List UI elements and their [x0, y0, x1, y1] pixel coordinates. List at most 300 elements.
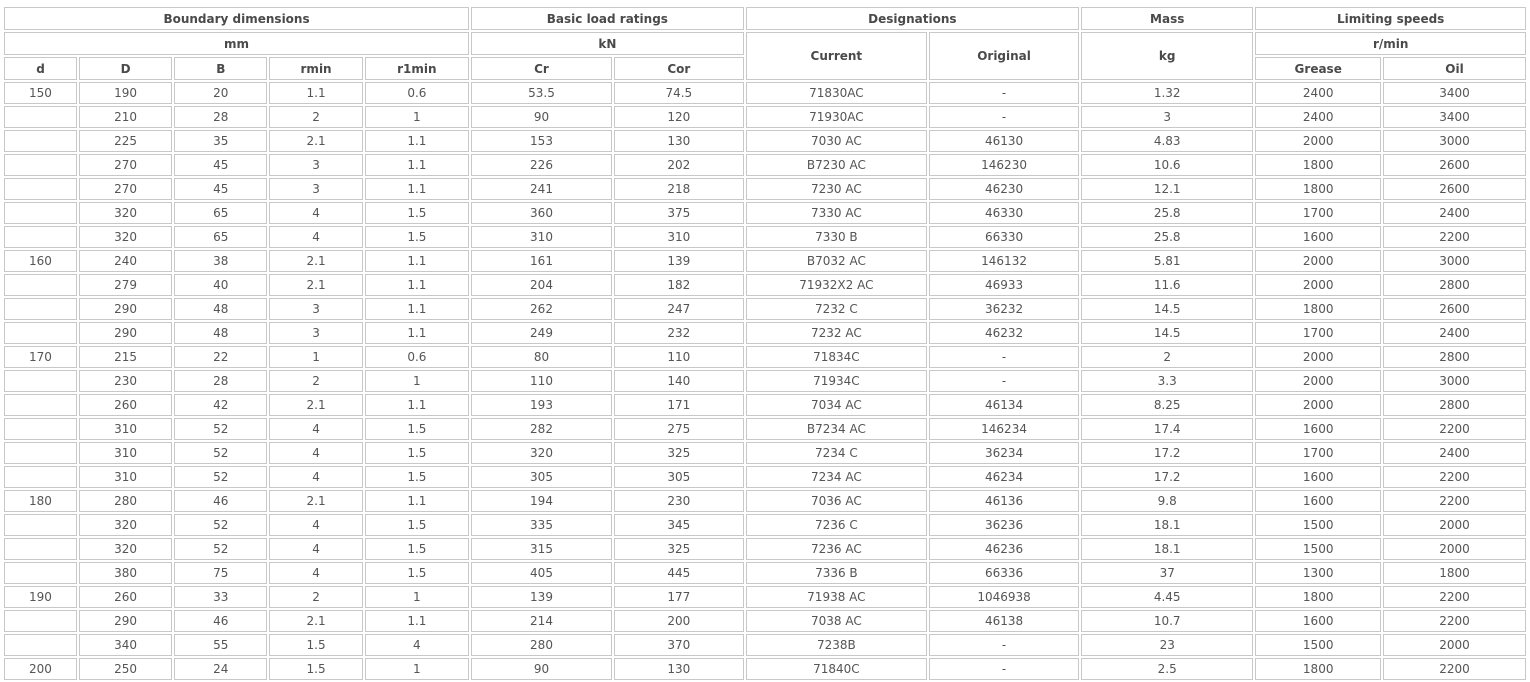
- cell-current: B7230 AC: [746, 154, 927, 176]
- table-row: [4, 178, 1526, 200]
- cell-grease: 1300: [1255, 562, 1381, 584]
- cell-d: 170: [4, 346, 77, 368]
- cell-grease: 1500: [1255, 538, 1381, 560]
- cell-d: 190: [4, 586, 77, 608]
- cell-oil: 2400: [1383, 442, 1526, 464]
- cell-r1min: 1.1: [365, 322, 469, 344]
- cell-mass: 17.2: [1081, 442, 1253, 464]
- header-designations: Designations: [746, 7, 1079, 30]
- cell-cr: 204: [471, 274, 612, 296]
- cell-rmin: 2: [269, 370, 362, 392]
- cell-B: 33: [174, 586, 267, 608]
- cell-mass: 14.5: [1081, 298, 1253, 320]
- table-row: [4, 394, 1526, 416]
- table-row: [4, 490, 1526, 512]
- cell-B: 55: [174, 634, 267, 656]
- cell-oil: 2400: [1383, 202, 1526, 224]
- cell-grease: 1800: [1255, 178, 1381, 200]
- cell-B: 52: [174, 466, 267, 488]
- cell-cr: 315: [471, 538, 612, 560]
- cell-current: 7234 AC: [746, 466, 927, 488]
- cell-current: 7230 AC: [746, 178, 927, 200]
- cell-original: -: [929, 106, 1079, 128]
- cell-current: 71934C: [746, 370, 927, 392]
- cell-cr: 214: [471, 610, 612, 632]
- cell-oil: 2200: [1383, 226, 1526, 248]
- cell-cor: 177: [614, 586, 744, 608]
- cell-d: [4, 634, 77, 656]
- cell-rmin: 4: [269, 514, 362, 536]
- cell-mass: 18.1: [1081, 514, 1253, 536]
- cell-original: 36234: [929, 442, 1079, 464]
- cell-mass: 1.32: [1081, 82, 1253, 104]
- cell-rmin: 1.5: [269, 634, 362, 656]
- cell-cr: 280: [471, 634, 612, 656]
- cell-grease: 1700: [1255, 322, 1381, 344]
- cell-mass: 37: [1081, 562, 1253, 584]
- header-unit-row: [4, 32, 1526, 55]
- table-row: [4, 250, 1526, 272]
- cell-r1min: 4: [365, 634, 469, 656]
- table-body: [4, 82, 1526, 680]
- cell-original: 146230: [929, 154, 1079, 176]
- cell-B: 52: [174, 514, 267, 536]
- cell-original: 46933: [929, 274, 1079, 296]
- cell-cor: 200: [614, 610, 744, 632]
- cell-d: [4, 154, 77, 176]
- cell-cor: 375: [614, 202, 744, 224]
- cell-oil: 3400: [1383, 106, 1526, 128]
- cell-grease: 1600: [1255, 226, 1381, 248]
- cell-mass: 9.8: [1081, 490, 1253, 512]
- cell-oil: 2600: [1383, 178, 1526, 200]
- cell-d: [4, 442, 77, 464]
- cell-grease: 2000: [1255, 394, 1381, 416]
- cell-d: [4, 130, 77, 152]
- cell-grease: 1800: [1255, 586, 1381, 608]
- table-row: [4, 538, 1526, 560]
- cell-cr: 90: [471, 106, 612, 128]
- cell-cor: 345: [614, 514, 744, 536]
- table-row: [4, 466, 1526, 488]
- col-r1min: r1min: [365, 57, 469, 80]
- cell-r1min: 1.1: [365, 394, 469, 416]
- cell-B: 48: [174, 298, 267, 320]
- cell-D: 190: [79, 82, 172, 104]
- cell-D: 290: [79, 610, 172, 632]
- cell-oil: 2000: [1383, 514, 1526, 536]
- cell-d: 200: [4, 658, 77, 680]
- cell-current: 7330 AC: [746, 202, 927, 224]
- cell-d: [4, 514, 77, 536]
- unit-mm: mm: [4, 32, 469, 55]
- cell-oil: 2200: [1383, 418, 1526, 440]
- cell-rmin: 2.1: [269, 394, 362, 416]
- cell-cor: 202: [614, 154, 744, 176]
- table-row: [4, 562, 1526, 584]
- table-row: [4, 418, 1526, 440]
- cell-d: [4, 538, 77, 560]
- cell-original: 46232: [929, 322, 1079, 344]
- cell-B: 45: [174, 154, 267, 176]
- cell-original: 146234: [929, 418, 1079, 440]
- cell-r1min: 1.5: [365, 514, 469, 536]
- cell-rmin: 3: [269, 322, 362, 344]
- cell-cor: 325: [614, 442, 744, 464]
- cell-d: [4, 370, 77, 392]
- cell-original: 66330: [929, 226, 1079, 248]
- cell-B: 20: [174, 82, 267, 104]
- table-row: [4, 514, 1526, 536]
- cell-D: 260: [79, 394, 172, 416]
- cell-D: 290: [79, 322, 172, 344]
- table-row: [4, 298, 1526, 320]
- cell-mass: 2.5: [1081, 658, 1253, 680]
- cell-oil: 2600: [1383, 298, 1526, 320]
- unit-kg: kg: [1081, 32, 1253, 80]
- cell-original: 46134: [929, 394, 1079, 416]
- cell-r1min: 0.6: [365, 82, 469, 104]
- cell-d: [4, 226, 77, 248]
- cell-original: 46138: [929, 610, 1079, 632]
- cell-D: 240: [79, 250, 172, 272]
- cell-oil: 3000: [1383, 130, 1526, 152]
- cell-d: [4, 322, 77, 344]
- header-current: Current: [746, 32, 927, 80]
- cell-original: 46130: [929, 130, 1079, 152]
- cell-cr: 80: [471, 346, 612, 368]
- cell-mass: 17.2: [1081, 466, 1253, 488]
- cell-cr: 139: [471, 586, 612, 608]
- cell-rmin: 2.1: [269, 610, 362, 632]
- cell-current: B7032 AC: [746, 250, 927, 272]
- cell-cor: 130: [614, 130, 744, 152]
- header-limiting-speeds: Limiting speeds: [1255, 7, 1526, 30]
- cell-D: 310: [79, 442, 172, 464]
- cell-original: -: [929, 82, 1079, 104]
- cell-grease: 2000: [1255, 370, 1381, 392]
- cell-cr: 193: [471, 394, 612, 416]
- cell-current: 7236 C: [746, 514, 927, 536]
- cell-grease: 1600: [1255, 466, 1381, 488]
- cell-cr: 405: [471, 562, 612, 584]
- cell-D: 310: [79, 418, 172, 440]
- cell-rmin: 3: [269, 178, 362, 200]
- cell-oil: 2600: [1383, 154, 1526, 176]
- cell-mass: 10.7: [1081, 610, 1253, 632]
- cell-cor: 275: [614, 418, 744, 440]
- cell-mass: 17.4: [1081, 418, 1253, 440]
- cell-D: 320: [79, 202, 172, 224]
- cell-B: 42: [174, 394, 267, 416]
- cell-cor: 230: [614, 490, 744, 512]
- cell-original: -: [929, 370, 1079, 392]
- col-grease: Grease: [1255, 57, 1381, 80]
- cell-B: 52: [174, 418, 267, 440]
- cell-rmin: 4: [269, 562, 362, 584]
- cell-mass: 3: [1081, 106, 1253, 128]
- cell-rmin: 1.1: [269, 82, 362, 104]
- cell-d: [4, 466, 77, 488]
- cell-rmin: 1: [269, 346, 362, 368]
- cell-grease: 1600: [1255, 610, 1381, 632]
- cell-B: 28: [174, 370, 267, 392]
- cell-grease: 2000: [1255, 274, 1381, 296]
- table-row: [4, 82, 1526, 104]
- col-cor: Cor: [614, 57, 744, 80]
- table-row: [4, 370, 1526, 392]
- cell-current: 7336 B: [746, 562, 927, 584]
- table-row: [4, 586, 1526, 608]
- cell-D: 210: [79, 106, 172, 128]
- cell-original: 66336: [929, 562, 1079, 584]
- cell-oil: 2200: [1383, 490, 1526, 512]
- cell-mass: 14.5: [1081, 322, 1253, 344]
- cell-B: 45: [174, 178, 267, 200]
- cell-grease: 2400: [1255, 106, 1381, 128]
- cell-r1min: 1.1: [365, 274, 469, 296]
- header-original: Original: [929, 32, 1079, 80]
- cell-r1min: 1.1: [365, 154, 469, 176]
- cell-B: 65: [174, 202, 267, 224]
- cell-cr: 90: [471, 658, 612, 680]
- cell-current: 7038 AC: [746, 610, 927, 632]
- cell-mass: 4.83: [1081, 130, 1253, 152]
- cell-current: B7234 AC: [746, 418, 927, 440]
- cell-grease: 1700: [1255, 442, 1381, 464]
- table-row: [4, 322, 1526, 344]
- cell-D: 380: [79, 562, 172, 584]
- table-row: [4, 106, 1526, 128]
- cell-grease: 1700: [1255, 202, 1381, 224]
- cell-oil: 2200: [1383, 586, 1526, 608]
- cell-original: 46236: [929, 538, 1079, 560]
- cell-current: 7238B: [746, 634, 927, 656]
- cell-r1min: 1.5: [365, 538, 469, 560]
- cell-r1min: 0.6: [365, 346, 469, 368]
- cell-current: 71830AC: [746, 82, 927, 104]
- cell-B: 65: [174, 226, 267, 248]
- cell-D: 279: [79, 274, 172, 296]
- cell-B: 48: [174, 322, 267, 344]
- cell-r1min: 1: [365, 658, 469, 680]
- cell-r1min: 1.5: [365, 466, 469, 488]
- cell-cr: 153: [471, 130, 612, 152]
- cell-cr: 241: [471, 178, 612, 200]
- cell-D: 310: [79, 466, 172, 488]
- cell-cr: 335: [471, 514, 612, 536]
- table-row: [4, 658, 1526, 680]
- table-row: [4, 274, 1526, 296]
- header-mass: Mass: [1081, 7, 1253, 30]
- cell-r1min: 1.5: [365, 202, 469, 224]
- cell-mass: 25.8: [1081, 202, 1253, 224]
- cell-original: 46234: [929, 466, 1079, 488]
- cell-cr: 360: [471, 202, 612, 224]
- cell-grease: 1500: [1255, 634, 1381, 656]
- cell-grease: 1800: [1255, 658, 1381, 680]
- cell-d: [4, 202, 77, 224]
- cell-B: 35: [174, 130, 267, 152]
- cell-r1min: 1: [365, 370, 469, 392]
- cell-r1min: 1.5: [365, 562, 469, 584]
- table-row: [4, 154, 1526, 176]
- cell-grease: 1600: [1255, 490, 1381, 512]
- cell-rmin: 4: [269, 466, 362, 488]
- cell-current: 71840C: [746, 658, 927, 680]
- cell-current: 7030 AC: [746, 130, 927, 152]
- cell-mass: 23: [1081, 634, 1253, 656]
- col-B: B: [174, 57, 267, 80]
- cell-d: [4, 178, 77, 200]
- cell-r1min: 1.1: [365, 250, 469, 272]
- col-rmin: rmin: [269, 57, 362, 80]
- cell-original: 1046938: [929, 586, 1079, 608]
- cell-B: 24: [174, 658, 267, 680]
- cell-D: 260: [79, 586, 172, 608]
- cell-D: 225: [79, 130, 172, 152]
- cell-original: 36232: [929, 298, 1079, 320]
- cell-oil: 2800: [1383, 346, 1526, 368]
- cell-B: 46: [174, 490, 267, 512]
- cell-grease: 2000: [1255, 250, 1381, 272]
- cell-rmin: 2.1: [269, 490, 362, 512]
- cell-rmin: 2: [269, 106, 362, 128]
- cell-d: [4, 106, 77, 128]
- cell-r1min: 1.5: [365, 442, 469, 464]
- cell-current: 71930AC: [746, 106, 927, 128]
- col-D: D: [79, 57, 172, 80]
- cell-mass: 10.6: [1081, 154, 1253, 176]
- cell-d: 160: [4, 250, 77, 272]
- cell-r1min: 1.1: [365, 178, 469, 200]
- cell-r1min: 1.1: [365, 490, 469, 512]
- cell-B: 38: [174, 250, 267, 272]
- cell-B: 22: [174, 346, 267, 368]
- cell-r1min: 1.1: [365, 130, 469, 152]
- cell-r1min: 1.1: [365, 610, 469, 632]
- cell-current: 7330 B: [746, 226, 927, 248]
- col-oil: Oil: [1383, 57, 1526, 80]
- cell-current: 7232 AC: [746, 322, 927, 344]
- cell-cor: 182: [614, 274, 744, 296]
- table-row: [4, 442, 1526, 464]
- cell-current: 71938 AC: [746, 586, 927, 608]
- cell-mass: 8.25: [1081, 394, 1253, 416]
- cell-D: 270: [79, 154, 172, 176]
- cell-B: 28: [174, 106, 267, 128]
- cell-oil: 2200: [1383, 610, 1526, 632]
- cell-r1min: 1.5: [365, 226, 469, 248]
- cell-original: 46330: [929, 202, 1079, 224]
- cell-original: 146132: [929, 250, 1079, 272]
- bearing-spec-table: [2, 5, 1528, 682]
- cell-oil: 3400: [1383, 82, 1526, 104]
- cell-cr: 310: [471, 226, 612, 248]
- cell-D: 320: [79, 538, 172, 560]
- cell-d: 150: [4, 82, 77, 104]
- cell-original: 36236: [929, 514, 1079, 536]
- cell-cor: 325: [614, 538, 744, 560]
- cell-rmin: 4: [269, 538, 362, 560]
- cell-d: 180: [4, 490, 77, 512]
- cell-cr: 282: [471, 418, 612, 440]
- cell-cr: 305: [471, 466, 612, 488]
- cell-rmin: 4: [269, 442, 362, 464]
- cell-cr: 53.5: [471, 82, 612, 104]
- cell-d: [4, 394, 77, 416]
- table-row: [4, 226, 1526, 248]
- cell-cor: 140: [614, 370, 744, 392]
- cell-grease: 1600: [1255, 418, 1381, 440]
- cell-D: 320: [79, 226, 172, 248]
- cell-original: -: [929, 634, 1079, 656]
- cell-current: 7034 AC: [746, 394, 927, 416]
- cell-D: 320: [79, 514, 172, 536]
- cell-oil: 2000: [1383, 538, 1526, 560]
- cell-oil: 3000: [1383, 370, 1526, 392]
- table-row: [4, 634, 1526, 656]
- cell-current: 7036 AC: [746, 490, 927, 512]
- cell-cor: 110: [614, 346, 744, 368]
- cell-grease: 2000: [1255, 130, 1381, 152]
- cell-mass: 4.45: [1081, 586, 1253, 608]
- cell-mass: 25.8: [1081, 226, 1253, 248]
- cell-mass: 3.3: [1081, 370, 1253, 392]
- cell-cr: 194: [471, 490, 612, 512]
- cell-cor: 310: [614, 226, 744, 248]
- cell-cor: 139: [614, 250, 744, 272]
- cell-d: [4, 298, 77, 320]
- cell-oil: 2400: [1383, 322, 1526, 344]
- cell-r1min: 1: [365, 586, 469, 608]
- cell-current: 7232 C: [746, 298, 927, 320]
- cell-rmin: 4: [269, 202, 362, 224]
- cell-D: 290: [79, 298, 172, 320]
- cell-oil: 2200: [1383, 658, 1526, 680]
- cell-mass: 11.6: [1081, 274, 1253, 296]
- cell-d: [4, 562, 77, 584]
- cell-oil: 2800: [1383, 274, 1526, 296]
- cell-oil: 3000: [1383, 250, 1526, 272]
- header-boundary-dimensions: Boundary dimensions: [4, 7, 469, 30]
- cell-D: 215: [79, 346, 172, 368]
- cell-current: 7234 C: [746, 442, 927, 464]
- cell-B: 52: [174, 442, 267, 464]
- header-group-row: [4, 7, 1526, 30]
- cell-rmin: 2.1: [269, 274, 362, 296]
- cell-mass: 5.81: [1081, 250, 1253, 272]
- cell-rmin: 1.5: [269, 658, 362, 680]
- cell-d: [4, 418, 77, 440]
- cell-cor: 74.5: [614, 82, 744, 104]
- cell-D: 340: [79, 634, 172, 656]
- cell-D: 270: [79, 178, 172, 200]
- cell-grease: 2000: [1255, 346, 1381, 368]
- unit-kn: kN: [471, 32, 744, 55]
- cell-original: -: [929, 346, 1079, 368]
- cell-cr: 262: [471, 298, 612, 320]
- cell-cor: 370: [614, 634, 744, 656]
- col-cr: Cr: [471, 57, 612, 80]
- cell-cr: 249: [471, 322, 612, 344]
- header-basic-load-ratings: Basic load ratings: [471, 7, 744, 30]
- cell-r1min: 1: [365, 106, 469, 128]
- cell-oil: 2200: [1383, 466, 1526, 488]
- cell-rmin: 2.1: [269, 250, 362, 272]
- col-d: d: [4, 57, 77, 80]
- cell-B: 46: [174, 610, 267, 632]
